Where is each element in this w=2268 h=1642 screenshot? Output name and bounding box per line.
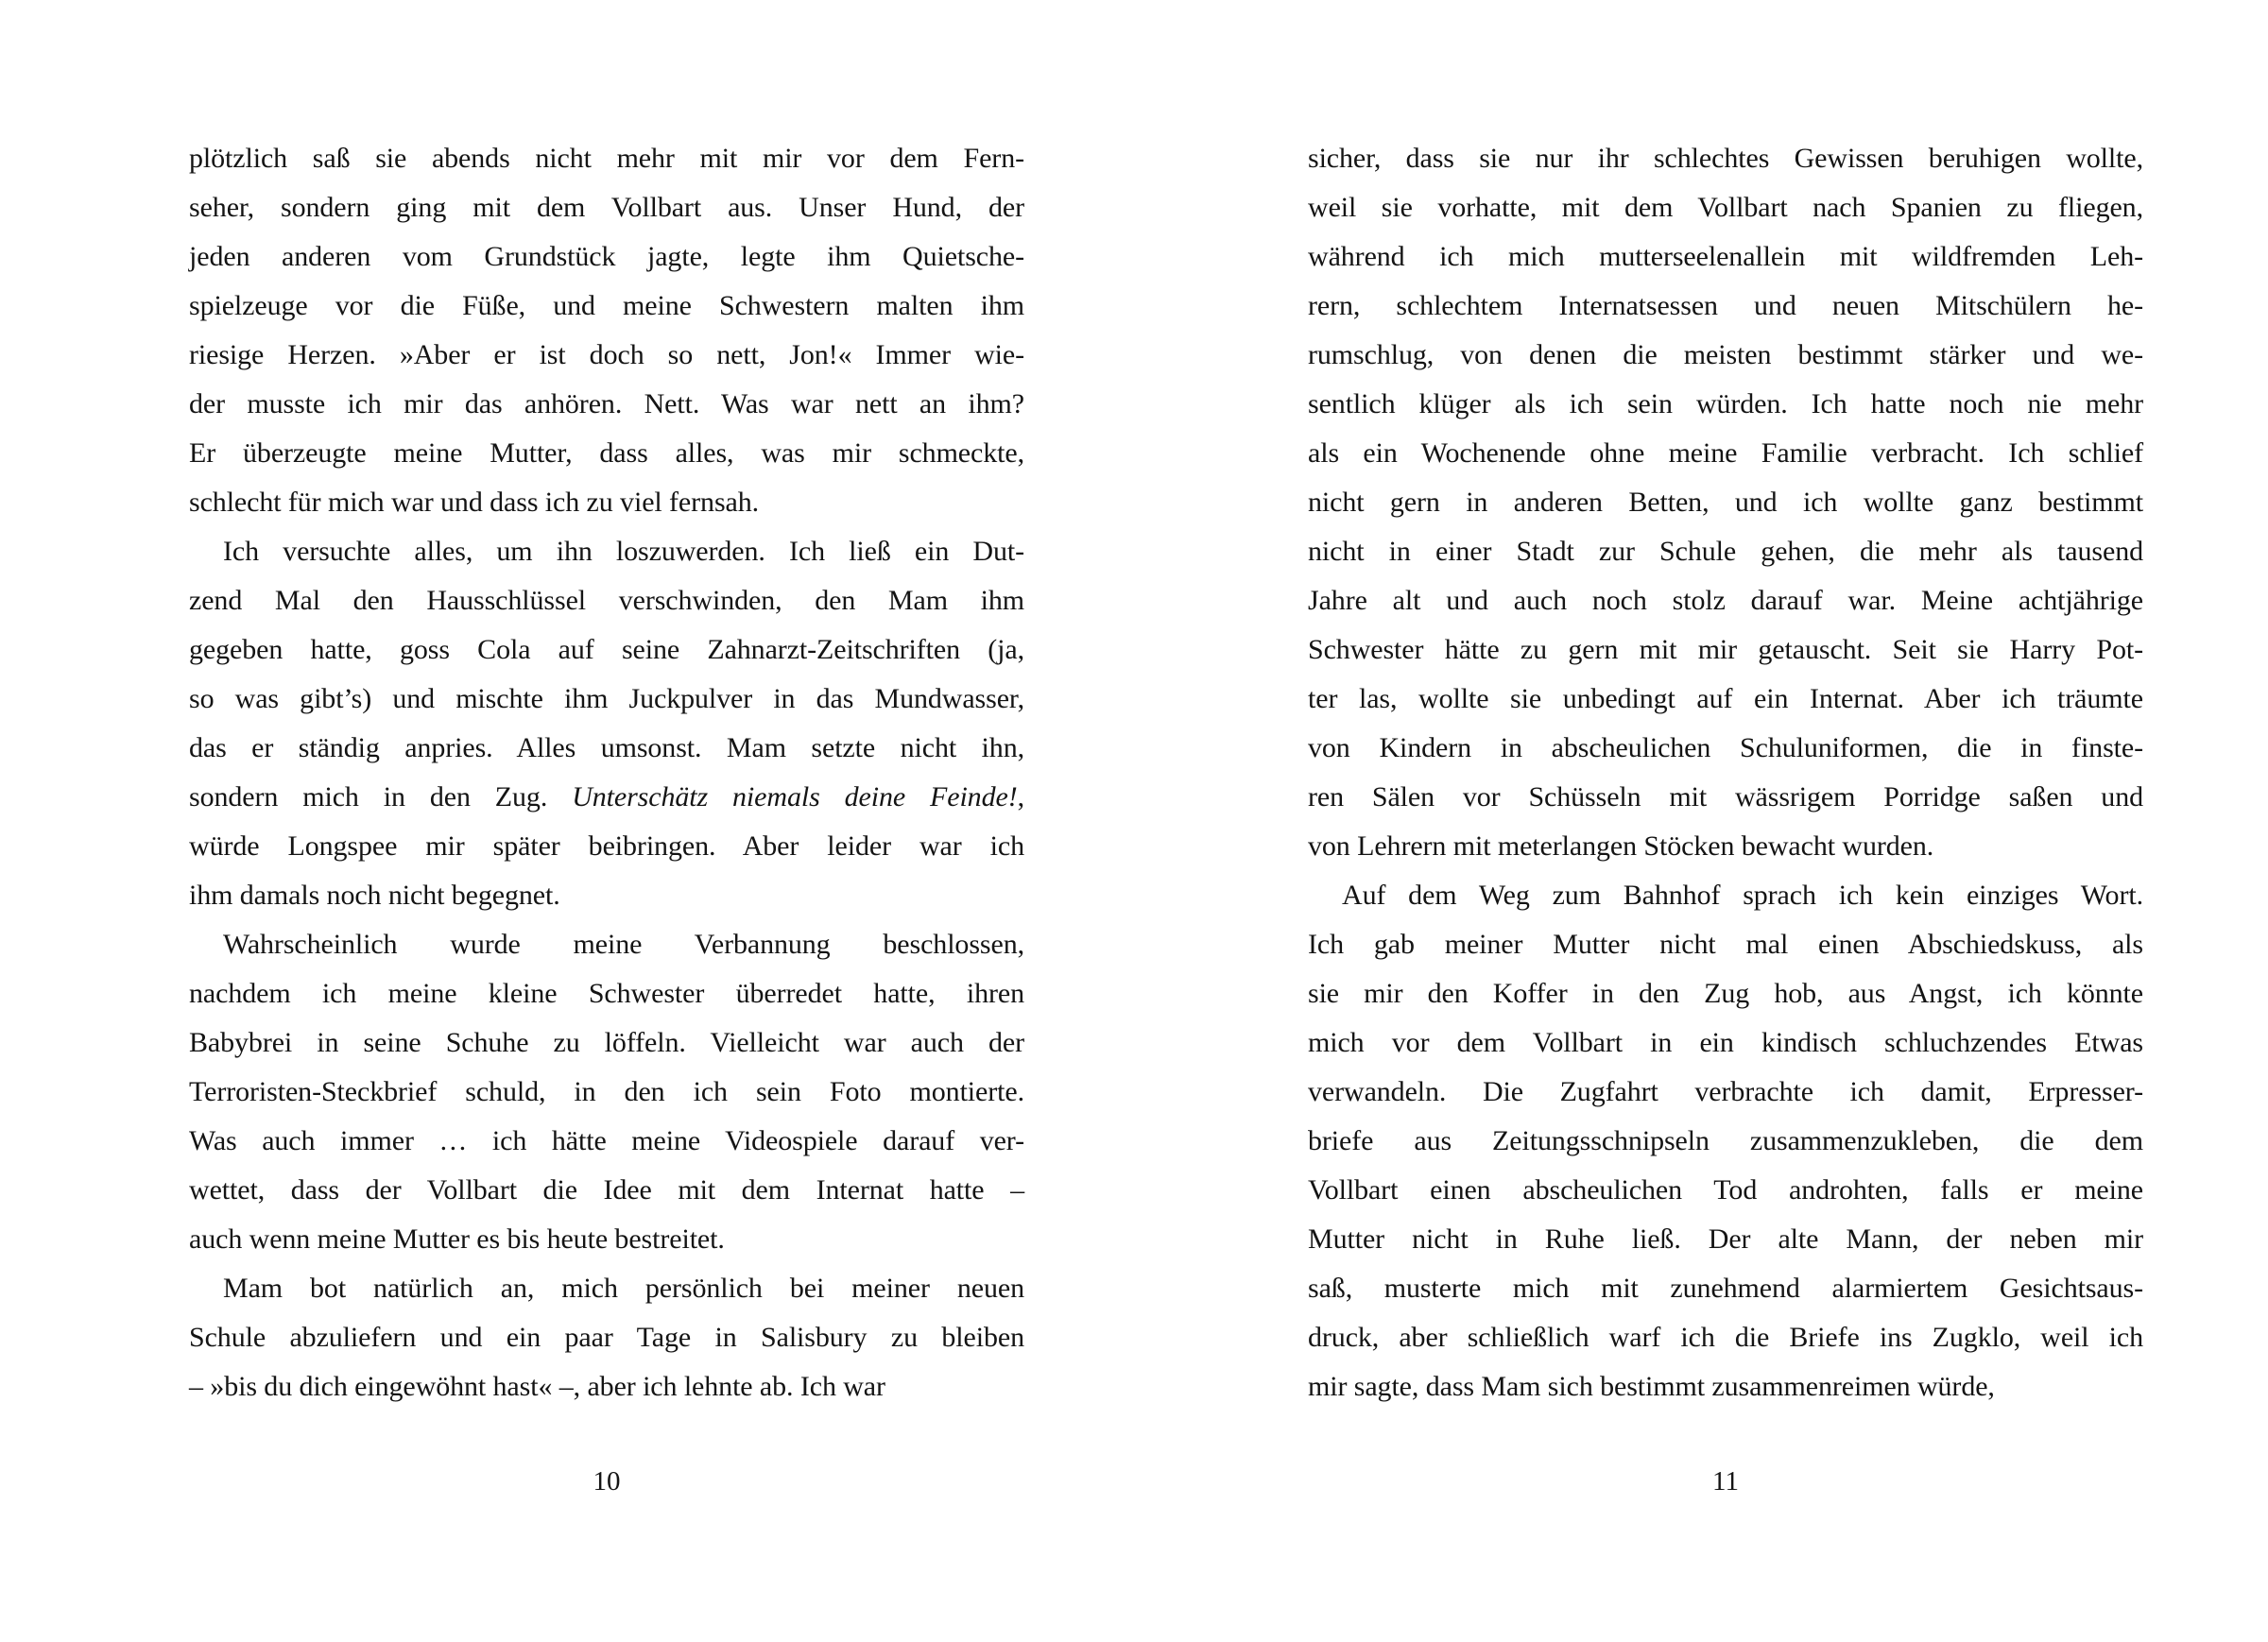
paragraph (189, 920, 1024, 1264)
text-run: wettet, dass der Vollbart die Idee mit dem Internat hatte – (189, 1174, 1024, 1206)
text-line (189, 724, 1024, 773)
page-right (1134, 0, 2268, 1642)
text-line (1308, 183, 2143, 232)
text-run: auch wenn meine Mutter es bis heute bestreitet. (189, 1223, 725, 1255)
text-run: Er überzeugte meine Mutter, dass alles, was mir schmeckte, (189, 437, 1024, 469)
text-run: ihm damals noch nicht begegnet. (189, 880, 560, 911)
text-line (1308, 871, 2143, 920)
text-run: das er ständig anpries. Alles umsonst. Mam setzte nicht ihn, (189, 732, 1024, 763)
text-run: gegeben hatte, goss Cola auf seine Zahnarzt-Zeitschriften (ja, (189, 634, 1024, 665)
text-line (1308, 724, 2143, 773)
text-run: Babybrei in seine Schuhe zu löffeln. Vielleicht war auch der (189, 1027, 1024, 1058)
text-line (189, 871, 1024, 920)
text-run: Schwester hätte zu gern mit mir getauscht. Seit sie Harry Pot- (1308, 634, 2143, 665)
text-run: sentlich klüger als ich sein würden. Ich hatte noch nie mehr (1308, 388, 2143, 419)
text-line (1308, 1117, 2143, 1166)
text-line (1308, 282, 2143, 331)
text-run: von Lehrern mit meterlangen Stöcken bewacht wurden. (1308, 830, 1934, 862)
text-run: Mam bot natürlich an, mich persönlich bei meiner neuen (223, 1273, 1024, 1304)
text-run: nicht in einer Stadt zur Schule gehen, die mehr als tausend (1308, 536, 2143, 567)
paragraph (189, 134, 1024, 527)
text-run: mir sagte, dass Mam sich bestimmt zusammenreimen würde, (1308, 1371, 1995, 1402)
text-line (1308, 969, 2143, 1018)
text-line (1308, 1166, 2143, 1215)
text-run: zend Mal den Hausschlüssel verschwinden, den Mam ihm (189, 585, 1024, 616)
text-line (1308, 527, 2143, 576)
text-line (1308, 232, 2143, 282)
text-line (1308, 134, 2143, 183)
text-line (189, 920, 1024, 969)
text-line (189, 429, 1024, 478)
text-run: mich vor dem Vollbart in ein kindisch schluchzendes Etwas (1308, 1027, 2143, 1058)
text-run: ter las, wollte sie unbedingt auf ein Internat. Aber ich träumte (1308, 683, 2143, 714)
text-line (189, 1313, 1024, 1362)
text-line (1308, 1313, 2143, 1362)
text-run: riesige Herzen. »Aber er ist doch so nett, Jon!« Immer wie- (189, 339, 1024, 370)
text-run: jeden anderen vom Grundstück jagte, legte ihm Quietsche- (189, 241, 1024, 272)
text-line (189, 380, 1024, 429)
text-run: nachdem ich meine kleine Schwester überredet hatte, ihren (189, 978, 1024, 1009)
text-line (189, 331, 1024, 380)
text-line (1308, 429, 2143, 478)
text-line (189, 969, 1024, 1018)
text-run: Ich versuchte alles, um ihn loszuwerden. Ich ließ ein Dut- (223, 536, 1024, 567)
text-run: Wahrscheinlich wurde meine Verbannung beschlossen, (223, 929, 1024, 960)
text-line (189, 1215, 1024, 1264)
text-run: seher, sondern ging mit dem Vollbart aus. Unser Hund, der (189, 192, 1024, 223)
text-line (189, 1068, 1024, 1117)
text-run: Mutter nicht in Ruhe ließ. Der alte Mann, der neben mir (1308, 1223, 2143, 1255)
text-run: briefe aus Zeitungsschnipseln zusammenzukleben, die dem (1308, 1125, 2143, 1156)
text-run: Schule abzuliefern und ein paar Tage in Salisbury zu bleiben (189, 1322, 1024, 1353)
text-run: so was gibt’s) und mischte ihm Juckpulver in das Mundwasser, (189, 683, 1024, 714)
text-run: – »bis du dich eingewöhnt hast« –, aber ich lehnte ab. Ich war (189, 1371, 885, 1402)
text-line (1308, 773, 2143, 822)
text-line (189, 773, 1024, 822)
text-line (189, 1117, 1024, 1166)
text-run: verwandeln. Die Zugfahrt verbrachte ich damit, Erpresser- (1308, 1076, 2143, 1107)
page-text (1308, 134, 2143, 1411)
text-run: saß, musterte mich mit zunehmend alarmiertem Gesichtsaus- (1308, 1273, 2143, 1304)
page-number: 11 (1712, 1466, 1739, 1497)
text-run: rumschlug, von denen die meisten bestimmt stärker und we- (1308, 339, 2143, 370)
text-line (189, 1362, 1024, 1411)
text-run: , (1017, 781, 1024, 812)
text-line (1308, 1362, 2143, 1411)
text-line (189, 478, 1024, 527)
text-run: Terroristen-Steckbrief schuld, in den ich sein Foto montierte. (189, 1076, 1024, 1107)
text-line (189, 134, 1024, 183)
text-line (189, 675, 1024, 724)
text-run: Vollbart einen abscheulichen Tod androhten, falls er meine (1308, 1174, 2143, 1206)
text-run: druck, aber schließlich warf ich die Briefe ins Zugklo, weil ich (1308, 1322, 2143, 1353)
text-line (189, 282, 1024, 331)
text-run: nicht gern in anderen Betten, und ich wollte ganz bestimmt (1308, 487, 2143, 518)
text-line (189, 1264, 1024, 1313)
text-run: sie mir den Koffer in den Zug hob, aus Angst, ich könnte (1308, 978, 2143, 1009)
text-line (1308, 675, 2143, 724)
text-line (1308, 1264, 2143, 1313)
text-line (1308, 822, 2143, 871)
text-line (189, 183, 1024, 232)
text-run: während ich mich mutterseelenallein mit wildfremden Leh- (1308, 241, 2143, 272)
text-run: als ein Wochenende ohne meine Familie verbracht. Ich schlief (1308, 437, 2143, 469)
text-line (1308, 331, 2143, 380)
text-line (189, 527, 1024, 576)
text-run: Jahre alt und auch noch stolz darauf war. Meine achtjährige (1308, 585, 2143, 616)
text-run: spielzeuge vor die Füße, und meine Schwestern malten ihm (189, 290, 1024, 321)
text-line (189, 232, 1024, 282)
text-run: plötzlich saß sie abends nicht mehr mit mir vor dem Fern- (189, 143, 1024, 174)
text-line (1308, 625, 2143, 675)
text-run: schlecht für mich war und dass ich zu viel fernsah. (189, 487, 760, 518)
text-line (1308, 478, 2143, 527)
paragraph (189, 1264, 1024, 1411)
text-line (1308, 380, 2143, 429)
paragraph (189, 527, 1024, 920)
text-line (1308, 1018, 2143, 1068)
italic-text-run: Unterschätz niemals deine Feinde! (572, 781, 1018, 812)
text-run: Auf dem Weg zum Bahnhof sprach ich kein einziges Wort. (1342, 880, 2143, 911)
text-run: ren Sälen vor Schüsseln mit wässrigem Porridge saßen und (1308, 781, 2143, 812)
text-run: Was auch immer … ich hätte meine Videospiele darauf ver- (189, 1125, 1024, 1156)
page-text (189, 134, 1024, 1411)
text-run: sondern mich in den Zug. (189, 781, 573, 812)
text-line (1308, 576, 2143, 625)
text-run: Ich gab meiner Mutter nicht mal einen Abschiedskuss, als (1308, 929, 2143, 960)
text-line (1308, 1068, 2143, 1117)
text-run: von Kindern in abscheulichen Schuluniformen, die in finste- (1308, 732, 2143, 763)
paragraph (1308, 134, 2143, 871)
text-run: rern, schlechtem Internatsessen und neuen Mitschülern he- (1308, 290, 2143, 321)
paragraph (1308, 871, 2143, 1411)
text-run: sicher, dass sie nur ihr schlechtes Gewissen beruhigen wollte, (1308, 143, 2143, 174)
text-run: würde Longspee mir später beibringen. Aber leider war ich (189, 830, 1024, 862)
text-line (1308, 1215, 2143, 1264)
text-line (189, 822, 1024, 871)
text-line (189, 576, 1024, 625)
text-line (1308, 920, 2143, 969)
text-line (189, 625, 1024, 675)
text-run: der musste ich mir das anhören. Nett. Was war nett an ihm? (189, 388, 1024, 419)
page-number: 10 (593, 1466, 621, 1497)
text-line (189, 1018, 1024, 1068)
text-run: weil sie vorhatte, mit dem Vollbart nach Spanien zu fliegen, (1308, 192, 2143, 223)
text-line (189, 1166, 1024, 1215)
